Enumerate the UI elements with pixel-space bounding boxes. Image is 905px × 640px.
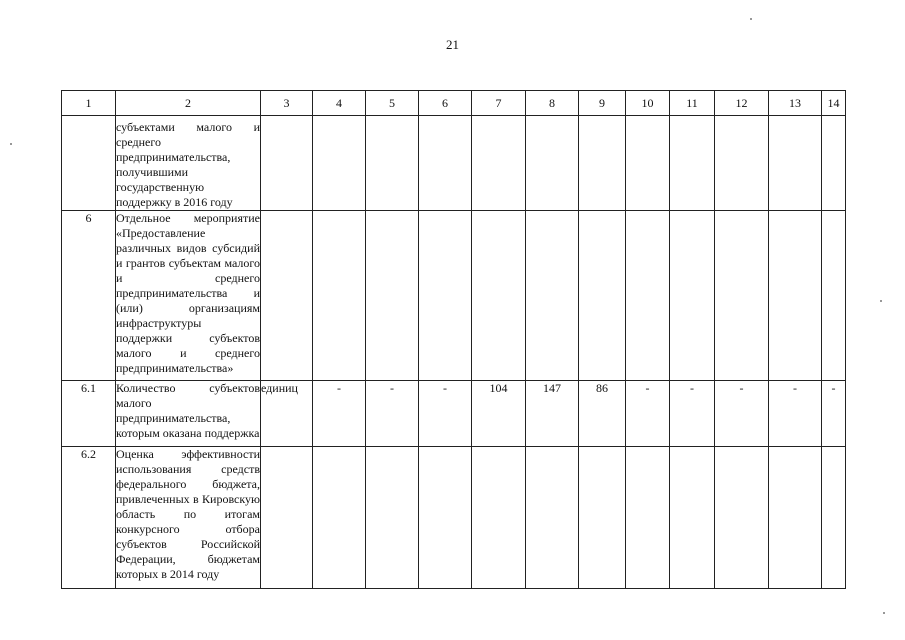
column-header: 14 (822, 91, 846, 116)
unit-cell (261, 116, 313, 211)
value-cell: - (366, 381, 419, 447)
value-cell (715, 116, 769, 211)
value-cell (526, 116, 579, 211)
value-cell (769, 447, 822, 589)
indicator-name: субъектами малого и среднего предпринимательства, получившими государственную поддержку в 2016 году (116, 116, 261, 211)
column-header: 8 (526, 91, 579, 116)
column-header: 1 (62, 91, 116, 116)
column-header: 13 (769, 91, 822, 116)
value-cell: 147 (526, 381, 579, 447)
value-cell (579, 447, 626, 589)
column-header: 9 (579, 91, 626, 116)
value-cell (419, 447, 472, 589)
table-row (62, 116, 846, 211)
column-header: 10 (626, 91, 670, 116)
value-cell (472, 211, 526, 381)
page-number: 21 (446, 37, 459, 52)
value-cell (670, 447, 715, 589)
column-header: 5 (366, 91, 419, 116)
column-header: 3 (261, 91, 313, 116)
indicators-table (61, 90, 846, 589)
indicator-name: Отдельное мероприятие «Предоставление различных видов субсидий и грантов субъектам малого и среднего предпринимательства и (или) организациям инфраструктуры поддержки субъектов малого и среднего предпринимательства» (116, 211, 261, 381)
value-cell (715, 447, 769, 589)
value-cell (366, 447, 419, 589)
table-header-row (62, 91, 846, 116)
value-cell (626, 116, 670, 211)
unit-cell: единиц (261, 381, 313, 447)
value-cell (313, 116, 366, 211)
row-number: 6.2 (62, 447, 116, 589)
value-cell (715, 211, 769, 381)
value-cell: 86 (579, 381, 626, 447)
value-cell: - (715, 381, 769, 447)
value-cell (670, 116, 715, 211)
column-header: 4 (313, 91, 366, 116)
value-cell (313, 211, 366, 381)
column-header: 6 (419, 91, 472, 116)
value-cell: - (626, 381, 670, 447)
value-cell (419, 116, 472, 211)
value-cell (822, 447, 846, 589)
value-cell (769, 211, 822, 381)
value-cell (472, 447, 526, 589)
value-cell (822, 211, 846, 381)
value-cell (626, 211, 670, 381)
value-cell: 104 (472, 381, 526, 447)
value-cell (366, 116, 419, 211)
value-cell (419, 211, 472, 381)
value-cell (313, 447, 366, 589)
table-row (62, 381, 846, 447)
unit-cell (261, 211, 313, 381)
indicator-name: Оценка эффективности использования средств федерального бюджета, привлеченных в Кировскую область по итогам конкурсного отбора субъектов Российской Федерации, бюджетам которых в 2014 году (116, 447, 261, 589)
value-cell (769, 116, 822, 211)
table-row (62, 211, 846, 381)
column-header: 12 (715, 91, 769, 116)
value-cell (579, 211, 626, 381)
value-cell (626, 447, 670, 589)
row-number: 6.1 (62, 381, 116, 447)
column-header: 2 (116, 91, 261, 116)
value-cell (670, 211, 715, 381)
indicator-name: Количество субъектов малого предпринимательства, которым оказана поддержка (116, 381, 261, 447)
value-cell (526, 211, 579, 381)
table-row (62, 447, 846, 589)
value-cell (822, 116, 846, 211)
row-number: 6 (62, 211, 116, 381)
value-cell: - (822, 381, 846, 447)
column-header: 11 (670, 91, 715, 116)
value-cell: - (313, 381, 366, 447)
unit-cell (261, 447, 313, 589)
value-cell: - (769, 381, 822, 447)
value-cell: - (419, 381, 472, 447)
value-cell (526, 447, 579, 589)
value-cell: - (670, 381, 715, 447)
value-cell (472, 116, 526, 211)
row-number (62, 116, 116, 211)
value-cell (366, 211, 419, 381)
column-header: 7 (472, 91, 526, 116)
value-cell (579, 116, 626, 211)
